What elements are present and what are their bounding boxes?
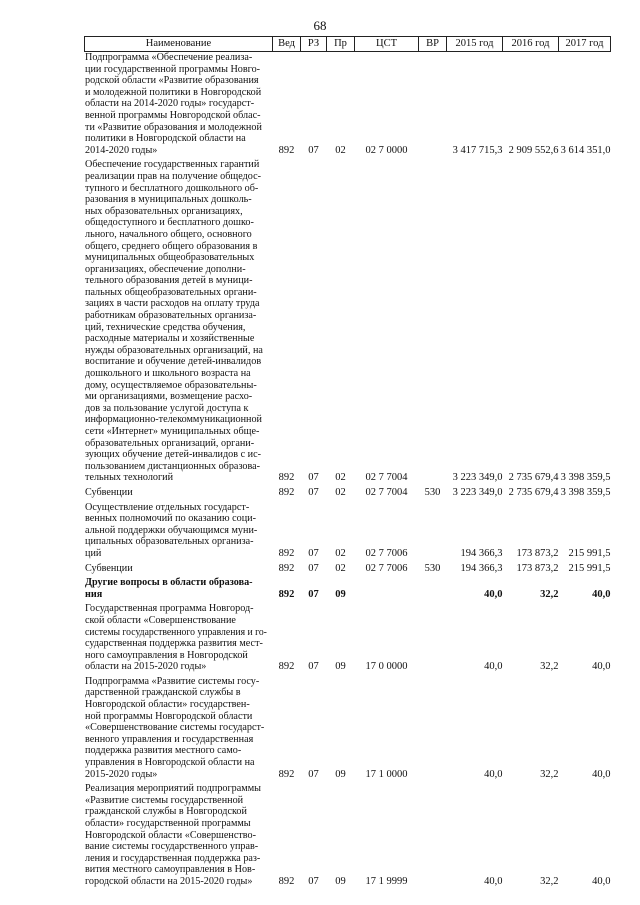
name-line: Обеспечение государственных гарантий [84,159,259,171]
cell-cst: 17 0 0000 [365,661,408,673]
cell-name [85,159,273,487]
cell-pr: 09 [335,588,346,600]
name-line: дошкольного и школьного возраста на [84,368,251,380]
cell-cst: 17 1 0000 [365,768,408,780]
page-number: 68 [313,18,327,33]
cell-rz: 07 [308,486,319,498]
name-line: дарственной гражданской службы в [84,687,241,699]
cell-vr: 530 [424,486,441,498]
cell-2015: 3 223 349,0 [452,472,503,484]
name-line: ния [84,588,102,600]
name-line: разования в муниципальных дошколь- [84,194,252,206]
name-line: дов за пользование услугой доступа к [84,402,248,414]
name-line: ции государственной программы Новго- [84,63,260,75]
cell-2017: 40,0 [592,588,611,600]
cell-2017: 3 398 359,5 [560,472,611,484]
cell-name [85,783,273,890]
name-line: Подпрограмма «Развитие системы госу- [84,675,259,687]
budget-table [84,36,611,891]
cell-name [85,603,273,676]
table-row [85,52,611,160]
cell-rz: 07 [308,661,319,673]
table-row [85,676,611,783]
cell-2016: 2 909 552,6 [508,144,559,156]
cell-cst: 02 7 7006 [365,547,408,559]
cell-ved: 892 [278,562,295,574]
name-line: ти «Развитие образования и молодежной [84,121,262,133]
name-line: системы государственного управления и го- [84,626,267,638]
cell-2016: 173 873,2 [516,562,559,574]
name-line: Государственная программа Новгород- [84,603,254,615]
name-line: городской области на 2015-2020 годы» [84,875,252,887]
name-line: ных образовательных организациях, [84,205,243,217]
name-line: ций [84,547,101,559]
cell-cst: 02 7 7004 [365,486,408,498]
cell-2015: 40,0 [484,768,503,780]
cell-vr [419,577,447,603]
cell-2015: 194 366,3 [460,547,503,559]
cell-ved: 892 [278,875,295,887]
cell-ved: 892 [278,547,295,559]
name-line: общедоступного и бесплатного дошко- [84,217,254,229]
cell-ved: 892 [278,486,295,498]
name-line: ской области «Совершенствование [84,614,236,626]
table-row [85,159,611,487]
cell-rz: 07 [308,472,319,484]
name-line: управления в Новгородской области на [84,757,255,769]
name-line: общего, среднего общего образования в [84,240,257,252]
name-line: информационно-телекоммуникационной [84,414,262,426]
cell-name [85,502,273,563]
name-line: поддержка развития местного само- [84,745,241,757]
name-line: реализации прав на получение общедос- [84,170,261,182]
name-line: расходные материалы и хозяйственные [84,333,254,345]
cell-pr: 02 [335,486,346,498]
name-line: области» государственной программы [84,818,251,829]
cell-pr: 02 [335,472,346,484]
table-row [85,783,611,890]
cell-name [85,577,273,603]
header-2015: 2015 год [447,37,503,52]
table-row [85,603,611,676]
name-line: ления и государственная поддержка раз- [84,852,260,864]
cell-2017: 215 991,5 [568,562,611,574]
table-row [85,577,611,603]
cell-vr [419,676,447,783]
cell-name [85,676,273,783]
cell-vr [419,159,447,487]
cell-ved: 892 [278,768,295,780]
cell-2015: 3 417 715,3 [452,144,503,156]
cell-2016: 32,2 [540,588,559,600]
cell-2016: 32,2 [540,875,559,887]
name-line: тупного и бесплатного дошкольного об- [84,182,258,194]
name-line: дому, осуществляемое образовательны- [84,379,257,391]
name-line: Подпрограмма «Обеспечение реализа- [84,52,252,63]
cell-vr [419,502,447,563]
name-line: зующих обучение детей-инвалидов с ис- [84,449,261,461]
cell-2015: 40,0 [484,588,503,600]
name-line: «Развитие системы государственной [84,794,243,806]
cell-2015: 3 223 349,0 [452,486,503,498]
name-line: пальных общеобразовательных органи- [84,286,257,298]
name-line: льного, начального общего, основного [84,228,252,240]
name-line: пользованием дистанционных образова- [84,460,260,472]
cell-2016: 2 735 679,4 [508,486,559,498]
header-name: Наименование [85,37,273,52]
name-line: Субвенции [84,562,133,574]
name-line: зациях в части расходов на оплату труда [84,298,260,310]
header-2016: 2016 год [503,37,559,52]
name-line: ций, технические средства обучения, [84,321,245,333]
header-vr: ВР [419,37,447,52]
cell-vr: 530 [424,562,441,574]
cell-vr [419,783,447,890]
cell-rz: 07 [308,875,319,887]
name-line: сети «Интернет» муниципальных обще- [84,426,259,437]
name-line: ми организациями, возмещение расхо- [84,391,252,403]
cell-pr: 02 [335,144,346,156]
name-line: ципальных образовательных организа- [84,536,254,548]
cell-cst: 02 7 7004 [365,472,408,484]
name-line: воспитание и обучение детей-инвалидов [84,356,261,368]
header-rz: РЗ [301,37,327,52]
cell-2016: 32,2 [540,661,559,673]
cell-cst: 02 7 7006 [365,562,408,574]
name-line: муниципальных общеобразовательных [84,252,254,264]
cell-2016: 2 735 679,4 [508,472,559,484]
cell-2017: 215 991,5 [568,547,611,559]
header-2017: 2017 год [559,37,611,52]
name-line: «Совершенствование системы государст- [84,722,264,734]
cell-pr: 09 [335,875,346,887]
cell-vr [419,603,447,676]
cell-2016: 173 873,2 [516,547,559,559]
name-line: тельных технологий [84,472,173,484]
table-row [85,487,611,502]
cell-2017: 3 398 359,5 [560,486,611,498]
cell-2017: 40,0 [592,768,611,780]
name-line: Осуществление отдельных государст- [84,501,249,513]
name-line: Реализация мероприятий подпрограммы [84,783,261,795]
name-line: альной поддержки обучающимся муни- [84,524,257,536]
name-line: сударственная поддержка развития мест- [84,638,263,650]
header-ved: Вед [273,37,301,52]
header-row [85,37,611,52]
name-line: родской области «Развитие образования [84,75,259,87]
header-pr: Пр [327,37,355,52]
cell-cst: 17 1 9999 [365,875,408,887]
cell-pr: 09 [335,768,346,780]
cell-ved: 892 [278,661,295,673]
cell-cst [355,577,419,603]
name-line: ного самоуправления в Новгородской [84,649,248,661]
cell-cst: 02 7 0000 [365,144,408,156]
name-line: Новгородской области «Совершенство- [84,829,256,841]
name-line: венной программы Новгородской облас- [84,109,261,121]
name-line: вание системы государственного управ- [84,841,258,853]
name-line: области на 2014-2020 годы» государст- [84,98,254,110]
name-line: ной программы Новгородской области [84,710,252,722]
cell-rz: 07 [308,562,319,574]
table-row [85,502,611,563]
cell-rz: 07 [308,768,319,780]
cell-2015: 194 366,3 [460,562,503,574]
cell-ved: 892 [278,588,295,600]
cell-name [85,52,273,160]
cell-name [85,487,273,502]
cell-2015: 40,0 [484,661,503,673]
name-line: Другие вопросы в области образова- [84,577,253,589]
name-line: Новгородской области» государствен- [84,699,250,711]
cell-rz: 07 [308,588,319,600]
cell-2017: 40,0 [592,661,611,673]
name-line: вития местного самоуправления в Нов- [84,864,255,876]
name-line: тельного образования детей в муници- [84,275,252,287]
name-line: венных полномочий по оказанию соци- [84,513,256,525]
cell-pr: 09 [335,661,346,673]
name-line: Субвенции [84,486,133,498]
cell-rz: 07 [308,144,319,156]
table-body [85,52,611,891]
cell-name [85,563,273,578]
name-line: 2014-2020 годы» [84,144,157,156]
name-line: 2015-2020 годы» [84,768,157,780]
table-row [85,563,611,578]
cell-rz: 07 [308,547,319,559]
name-line: гражданской службы в Новгородской [84,806,247,818]
cell-ved: 892 [278,472,295,484]
cell-2017: 3 614 351,0 [560,144,611,156]
cell-ved: 892 [278,144,295,156]
cell-2015: 40,0 [484,875,503,887]
cell-pr: 02 [335,562,346,574]
header-cst: ЦСТ [355,37,419,52]
name-line: области на 2015-2020 годы» [84,661,206,673]
name-line: работникам образовательных организа- [84,310,256,322]
cell-2016: 32,2 [540,768,559,780]
name-line: образовательных организаций, органи- [84,437,254,449]
name-line: организациях, обеспечение дополни- [84,263,246,275]
name-line: нужды образовательных организаций, на [84,344,263,356]
cell-pr: 02 [335,547,346,559]
cell-vr [419,52,447,160]
cell-2017: 40,0 [592,875,611,887]
name-line: политики в Новгородской области на [84,133,246,145]
name-line: и молодежной политики в Новгородской [84,86,261,98]
name-line: венного управления и государственная [84,733,253,745]
